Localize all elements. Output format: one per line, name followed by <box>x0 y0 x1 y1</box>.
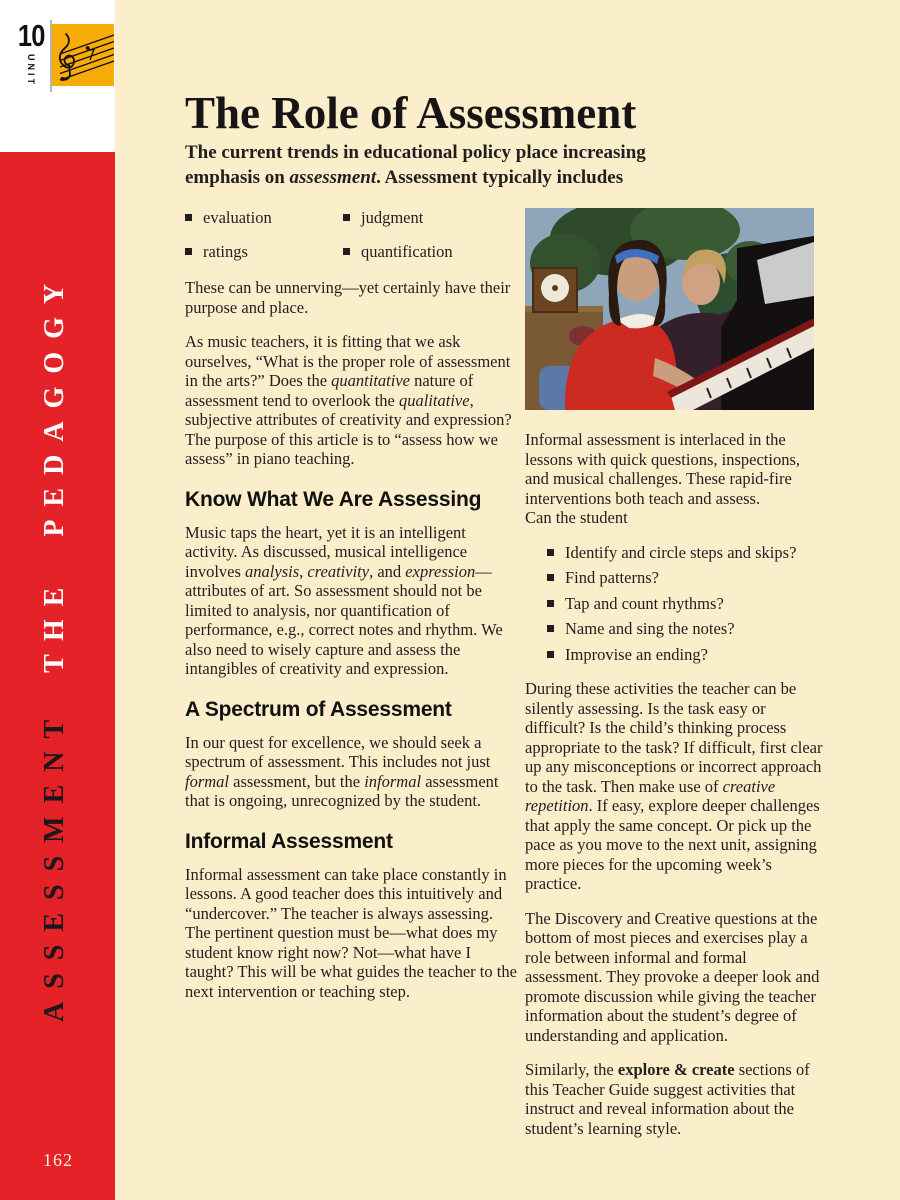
square-bullet-icon <box>547 651 554 658</box>
list-item-label: Find patterns? <box>565 568 659 587</box>
paragraph: During these activities the teacher can be silently assessing. Is the task easy or difficult? Is the child’s thinking process appropriate to the task? If difficult, first clear up any misconceptions or incorrect approach to the task. Then make use of creative repetition. If easy, explore deeper challenges that apply the same concept. Or pick up the pace as you move to the next unit, assigning more pieces for the upcoming week’s practice. <box>525 679 823 893</box>
page-body <box>115 0 900 1200</box>
list-item-label: ratings <box>203 241 248 261</box>
square-bullet-icon <box>547 549 554 556</box>
square-bullet-icon <box>547 600 554 607</box>
section-heading-know-what: Know What We Are Assessing <box>185 487 482 511</box>
list-item <box>547 645 825 665</box>
section-heading-spectrum: A Spectrum of Assessment <box>185 697 452 721</box>
square-bullet-icon <box>185 214 192 221</box>
section-heading-informal: Informal Assessment <box>185 829 393 853</box>
list-item-label: evaluation <box>203 208 272 227</box>
list-item <box>547 543 825 563</box>
piano-lesson-illustration <box>525 208 814 410</box>
paragraph: As music teachers, it is fitting that we ask ourselves, “What is the proper role of assessment in the arts?” Does the quantitative nature of assessment tend to overlook the qualitative, subjective attributes of creativity and expression? The purpose of this article is to “assess how we assess” in piano teaching. <box>185 332 512 468</box>
student-skill-checklist <box>525 543 825 665</box>
list-item <box>547 594 825 614</box>
assessment-term-list <box>185 205 517 261</box>
music-staff-icon <box>52 24 114 86</box>
page-title: The Role of Assessment <box>185 88 637 139</box>
intro-paragraph: The current trends in educational policy place increasing emphasis on assessment. Assessment typically includes <box>185 142 646 188</box>
mantel-clock <box>533 268 577 312</box>
paragraph: These can be unnerving—yet certainly have their purpose and place. <box>185 278 511 317</box>
paragraph: In our quest for excellence, we should seek a spectrum of assessment. This includes not just formal assessment, but the informal assessment that is ongoing, unrecognized by the student. <box>185 732 499 810</box>
paragraph: Music taps the heart, yet it is an intelligent activity. As discussed, musical intelligence involves analysis, creativity, and expression—attributes of art. So assessment should not be limited to analysis, nor quantification of performance, e.g., correct notes and rhythm. We also need to wisely capture and assess the intangibles of creativity and expression. <box>185 522 503 678</box>
unit-label: UNIT <box>26 54 37 87</box>
square-bullet-icon <box>547 574 554 581</box>
unit-badge <box>15 18 114 92</box>
page-number: 162 <box>43 1150 73 1170</box>
list-item-label: quantification <box>361 241 453 261</box>
square-bullet-icon <box>185 248 192 255</box>
list-item-label: Identify and circle steps and skips? <box>565 542 797 562</box>
list-item-label: Tap and count rhythms? <box>565 593 724 613</box>
square-bullet-icon <box>547 625 554 632</box>
paragraph: Informal assessment is interlaced in the lessons with quick questions, inspections, and musical challenges. These rapid-fire interventions both teach and assess. Can the student <box>525 430 800 527</box>
square-bullet-icon <box>343 214 350 221</box>
sidebar-vertical-title <box>40 271 70 1022</box>
list-item <box>185 242 343 262</box>
list-item <box>547 619 825 639</box>
paragraph: The Discovery and Creative questions at the bottom of most pieces and exercises play a role between informal and formal assessment. They provoke a deeper look and promote discussion while giving the teacher information about the student’s degree of understanding and application. <box>525 908 820 1045</box>
list-item <box>547 568 825 588</box>
unit-number: 10 <box>17 18 45 53</box>
list-item-label: Improvise an ending? <box>565 644 708 664</box>
paragraph: Similarly, the explore & create sections of this Teacher Guide suggest activities that instruct and reveal information about the student’s learning style. <box>525 1060 810 1138</box>
paragraph: Informal assessment can take place constantly in lessons. A good teacher does this intuitively and “undercover.” The teacher is always assessing. The pertinent question must be—what does my student know right now? Not—what have I taught? This will be what guides the teacher to the next intervention or teaching step. <box>185 864 517 1001</box>
square-bullet-icon <box>343 248 350 255</box>
sidebar-series-label: THE PEDAGOGY <box>39 270 70 673</box>
two-column-layout <box>185 205 825 1153</box>
list-item <box>343 242 517 262</box>
right-column <box>525 205 825 1153</box>
list-item-label: Name and sing the notes? <box>565 619 735 638</box>
list-item <box>185 208 343 228</box>
list-item-label: judgment <box>361 208 424 227</box>
unit-badge-text <box>15 18 47 87</box>
sidebar-topic-label: ASSESSMENT <box>39 706 70 1022</box>
piano-lesson-photo <box>525 208 814 410</box>
left-column <box>185 205 517 1153</box>
list-item <box>343 208 517 228</box>
